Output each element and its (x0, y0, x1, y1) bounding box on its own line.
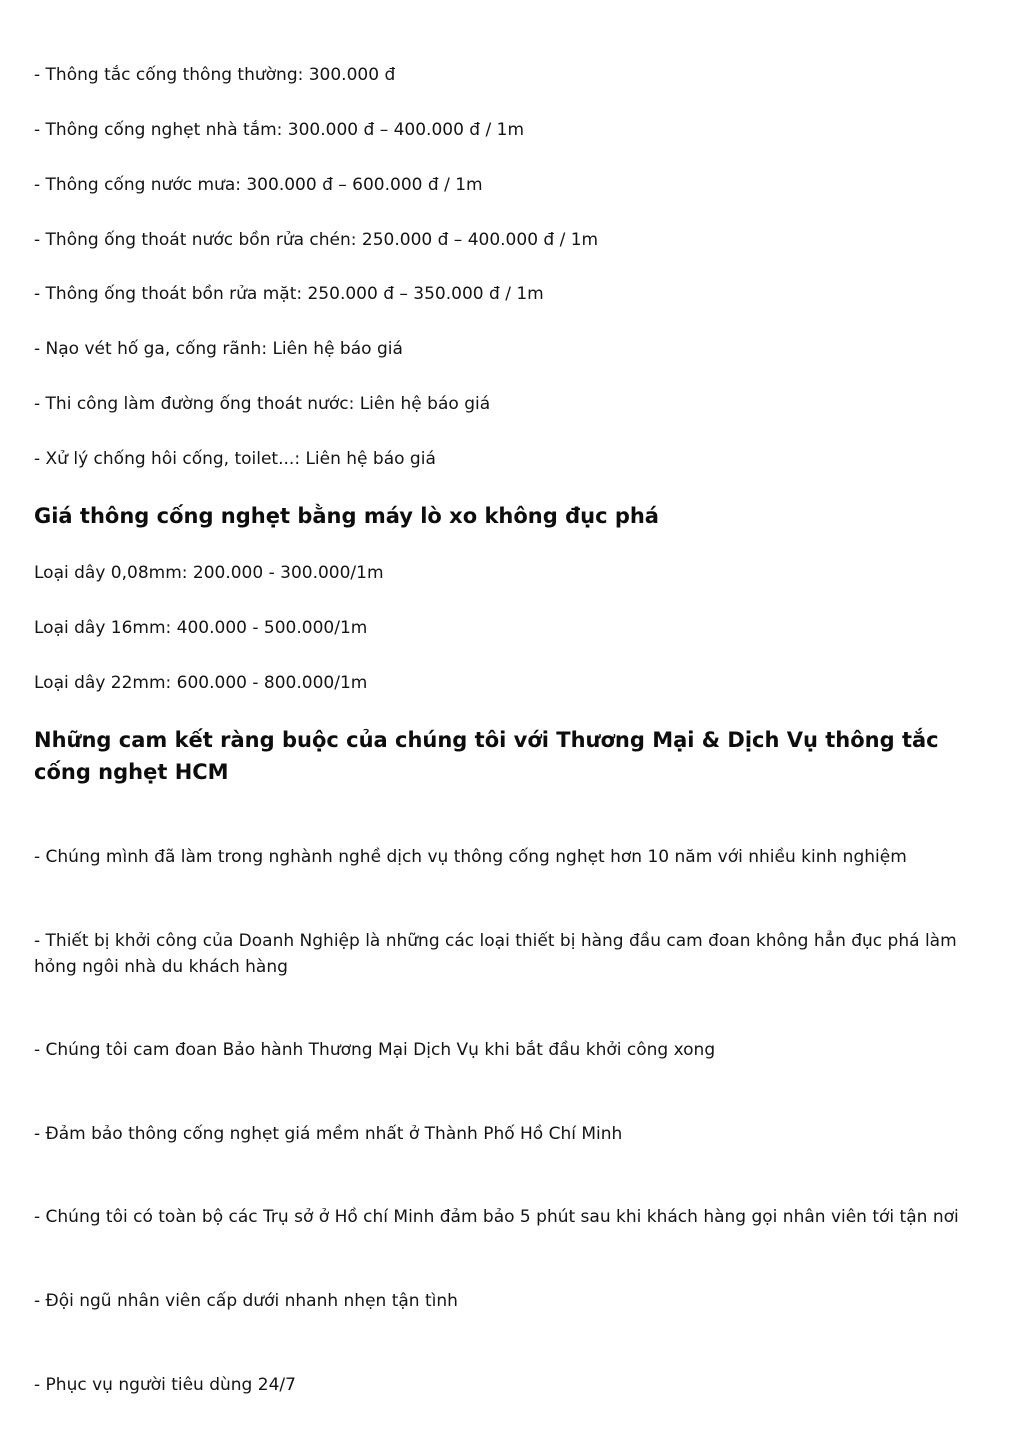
spring-machine-heading: Giá thông cống nghẹt bằng máy lò xo không đục phá (34, 504, 659, 528)
price-item: - Thi công làm đường ống thoát nước: Liên hệ báo giá (34, 394, 491, 414)
commitment-item: - Đội ngũ nhân viên cấp dưới nhanh nhẹn tận tình (34, 1291, 458, 1311)
commitment-item: - Chúng tôi có toàn bộ các Trụ sở ở Hồ chí Minh đảm bảo 5 phút sau khi khách hàng gọi nhân viên tới tận nơi (34, 1207, 959, 1227)
wire-price-item: Loại dây 0,08mm: 200.000 - 300.000/1m (34, 563, 384, 583)
price-item: - Thông ống thoát bồn rửa mặt: 250.000 đ – 350.000 đ / 1m (34, 284, 544, 304)
wire-price-item: Loại dây 22mm: 600.000 - 800.000/1m (34, 673, 368, 693)
commitment-item: - Đảm bảo thông cống nghẹt giá mềm nhất ở Thành Phố Hồ Chí Minh (34, 1124, 623, 1144)
price-item: - Thông cống nước mưa: 300.000 đ – 600.000 đ / 1m (34, 175, 483, 195)
wire-price-item: Loại dây 16mm: 400.000 - 500.000/1m (34, 618, 368, 638)
price-item: - Thông cống nghẹt nhà tắm: 300.000 đ – 400.000 đ / 1m (34, 120, 525, 140)
price-item: - Thông tắc cống thông thường: 300.000 đ (34, 65, 396, 85)
price-item: - Xử lý chống hôi cống, toilet...: Liên hệ báo giá (34, 449, 436, 469)
commitment-item: - Thiết bị khởi công của Doanh Nghiệp là những các loại thiết bị hàng đầu cam đoan không hẳn đục phá làm hỏng ngôi nhà du khách hàng (34, 931, 957, 977)
commitments-heading: Những cam kết ràng buộc của chúng tôi với Thương Mại & Dịch Vụ thông tắc cống nghẹt HCM (34, 728, 939, 784)
price-item: - Nạo vét hố ga, cống rãnh: Liên hệ báo giá (34, 339, 403, 359)
commitment-item: - Chúng tôi cam đoan Bảo hành Thương Mại Dịch Vụ khi bắt đầu khởi công xong (34, 1040, 716, 1060)
commitment-item: - Chúng mình đã làm trong nghành nghề dịch vụ thông cống nghẹt hơn 10 năm với nhiều kinh nghiệm (34, 847, 907, 867)
commitment-item: - Phục vụ người tiêu dùng 24/7 (34, 1375, 296, 1395)
price-item: - Thông ống thoát nước bồn rửa chén: 250.000 đ – 400.000 đ / 1m (34, 230, 599, 250)
